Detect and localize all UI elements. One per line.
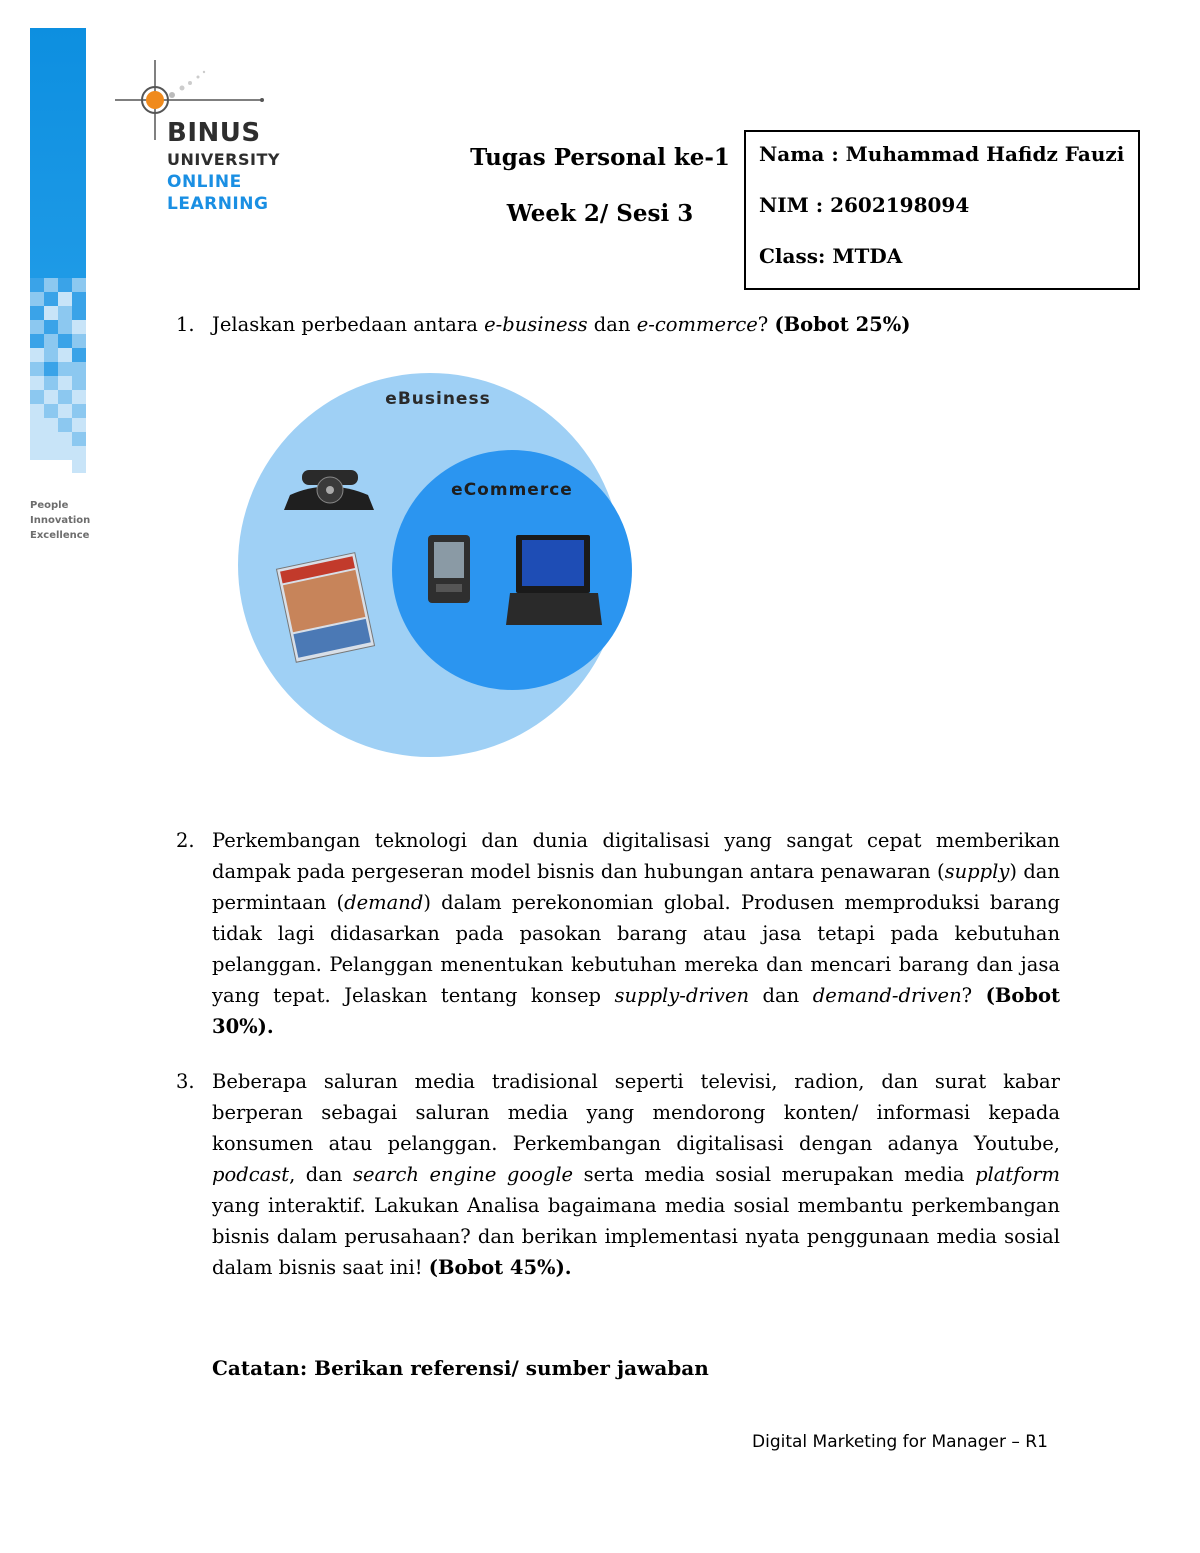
q2-text-part: ) dan permintaan ( — [212, 860, 1060, 914]
q2-text-part: Perkembangan teknologi dan dunia digitalisasi yang sangat cepat memberikan dampak pada pergeseran model bisnis dan hubungan antara penawaran ( — [212, 829, 1060, 883]
q3-text-part: , dan — [289, 1163, 353, 1186]
q1-term-ebusiness: e-business — [484, 313, 588, 336]
student-class: Class: MTDA — [759, 244, 903, 268]
note: Catatan: Berikan referensi/ sumber jawaban — [212, 1356, 709, 1380]
question-3 — [176, 1066, 1060, 1283]
brand-side-bar — [30, 28, 86, 473]
q3-term-platform: platform — [975, 1163, 1061, 1186]
q1-text-part: ? — [757, 313, 775, 336]
brand-tagline — [30, 498, 90, 543]
laptop-icon — [506, 535, 602, 625]
tagline-innovation: Innovation — [30, 515, 91, 526]
question-1 — [176, 309, 1060, 340]
q3-end: . — [564, 1256, 572, 1279]
q3-text-part: yang interaktif. Lakukan Analisa bagaimana media sosial membantu perkembangan bisnis dalam perusahaan? dan berikan implementasi nyata penggunaan media sosial dalam bisnis saat ini! — [212, 1194, 1060, 1279]
q1-weight: (Bobot 25%) — [774, 313, 911, 336]
question-3-text — [212, 1066, 1060, 1283]
pda-icon — [428, 535, 470, 603]
q3-term-search-engine: search engine google — [352, 1163, 574, 1186]
question-2-number: 2. — [176, 829, 195, 852]
logo-learning: LEARNING — [167, 194, 269, 214]
tagline-excellence: Excellence — [30, 530, 90, 541]
student-info-box — [744, 130, 1140, 290]
q2-term-demand: demand — [344, 891, 424, 914]
q3-term-podcast: podcast — [212, 1163, 290, 1186]
tagline-people: People — [30, 500, 69, 511]
q1-text-part: Jelaskan perbedaan antara — [212, 313, 485, 336]
q2-text-part: dan — [749, 984, 813, 1007]
q2-weight: (Bobot 30%) — [212, 984, 1060, 1038]
q2-term-demand-driven: demand-driven — [812, 984, 962, 1007]
page-subtitle: Week 2/ Sesi 3 — [506, 200, 694, 227]
footer: Digital Marketing for Manager – R1 — [752, 1432, 1048, 1452]
page-title: Tugas Personal ke-1 — [470, 144, 730, 171]
q3-text-part: Beberapa saluran media tradisional seperti televisi, radion, dan surat kabar berperan sebagai saluran media yang mendorong konten/ informasi kepada konsumen atau pelanggan. Perkembangan digitalisasi dengan adanya Youtube, — [212, 1070, 1060, 1155]
logo-university: UNIVERSITY — [167, 150, 280, 169]
question-1-number: 1. — [176, 313, 195, 336]
question-2-text — [212, 825, 1060, 1042]
ebusiness-ecommerce-diagram — [230, 360, 650, 780]
ebusiness-label: eBusiness — [385, 389, 491, 409]
q2-term-supply-driven: supply-driven — [614, 984, 750, 1007]
question-3-number: 3. — [176, 1070, 195, 1093]
logo-online: ONLINE — [167, 172, 242, 192]
logo-binus: BINUS — [167, 118, 261, 148]
q3-weight: (Bobot 45%) — [428, 1256, 565, 1279]
question-1-text — [212, 309, 1060, 340]
q2-text-part: ) dalam perekonomian global. Produsen memproduksi barang tidak lagi didasarkan pada pasokan barang atau jasa tetapi pada kebutuhan pelanggan. Pelanggan menentukan kebutuhan mereka dan mencari barang dan jasa yang tepat. Jelaskan tentang konsep — [212, 891, 1060, 1007]
q2-term-supply: supply — [944, 860, 1010, 883]
q2-end: . — [266, 1015, 274, 1038]
ecommerce-label: eCommerce — [451, 480, 573, 500]
question-2 — [176, 825, 1060, 1042]
student-nim: NIM : 2602198094 — [759, 193, 970, 217]
q1-text-part: dan — [587, 313, 637, 336]
student-name: Nama : Muhammad Hafidz Fauzi — [759, 142, 1125, 166]
q2-text-part: ? — [961, 984, 986, 1007]
q3-text-part: serta media sosial merupakan media — [573, 1163, 976, 1186]
q1-term-ecommerce: e-commerce — [636, 313, 758, 336]
